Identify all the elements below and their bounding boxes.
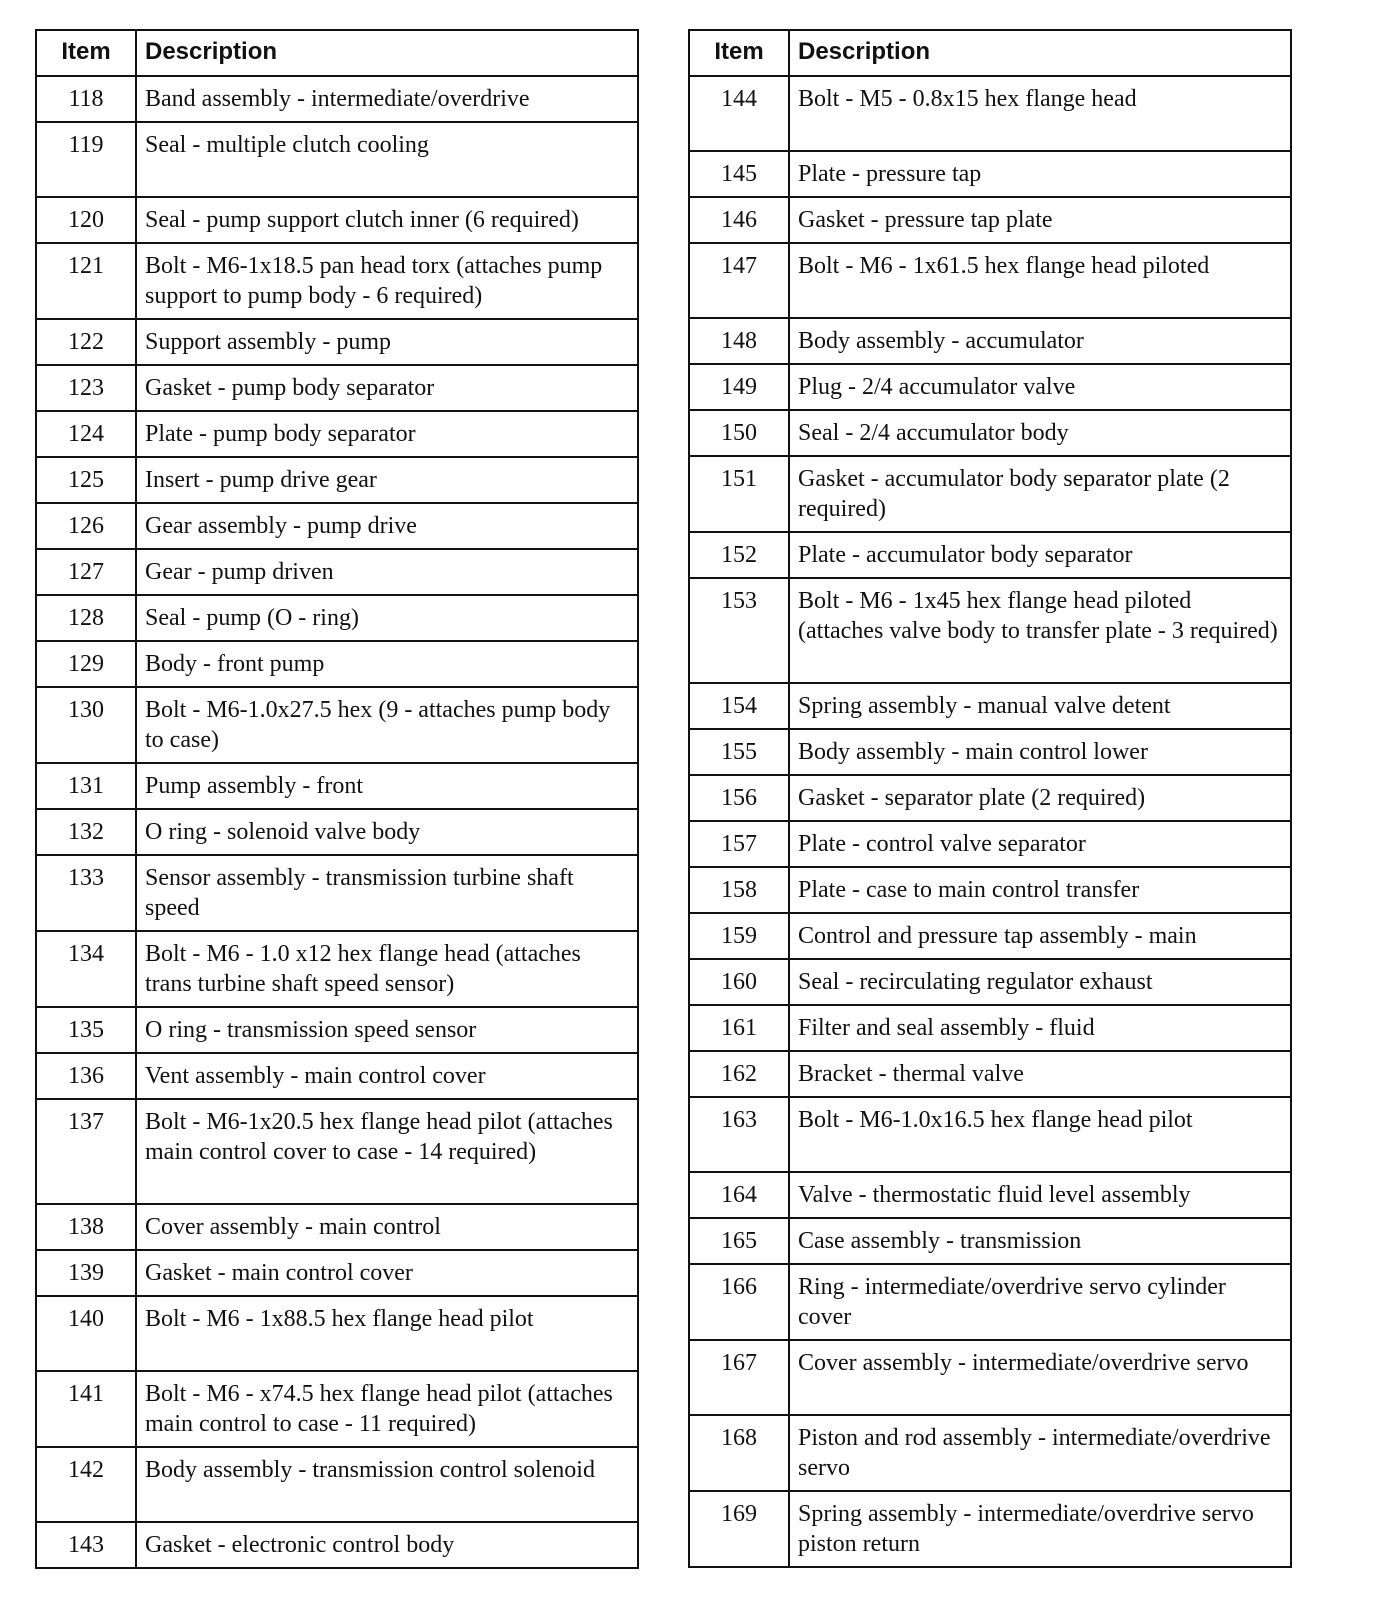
item-number: 136 bbox=[36, 1053, 136, 1099]
item-number: 128 bbox=[36, 595, 136, 641]
table-row bbox=[36, 1053, 638, 1099]
item-number: 125 bbox=[36, 457, 136, 503]
table-row bbox=[36, 411, 638, 457]
item-number: 162 bbox=[689, 1051, 789, 1097]
item-description: Bolt - M6-1x18.5 pan head torx (attaches pump support to pump body - 6 required) bbox=[136, 243, 638, 319]
item-description: Cover assembly - main control bbox=[136, 1204, 638, 1250]
item-description: Bolt - M6-1.0x16.5 hex flange head pilot bbox=[789, 1097, 1291, 1172]
table-row bbox=[36, 1522, 638, 1568]
table-row bbox=[36, 503, 638, 549]
description-column-header: Description bbox=[789, 30, 1291, 76]
table-row bbox=[36, 122, 638, 197]
item-description: Plug - 2/4 accumulator valve bbox=[789, 364, 1291, 410]
table-row bbox=[689, 243, 1291, 318]
item-number: 147 bbox=[689, 243, 789, 318]
table-row bbox=[689, 410, 1291, 456]
table-row bbox=[36, 549, 638, 595]
item-description: Body assembly - transmission control solenoid bbox=[136, 1447, 638, 1522]
table-row bbox=[689, 1051, 1291, 1097]
table-row bbox=[36, 365, 638, 411]
table-row bbox=[36, 687, 638, 763]
table-row bbox=[36, 809, 638, 855]
item-column-header: Item bbox=[36, 30, 136, 76]
item-number: 129 bbox=[36, 641, 136, 687]
table-row bbox=[689, 151, 1291, 197]
item-description: Plate - control valve separator bbox=[789, 821, 1291, 867]
item-number: 161 bbox=[689, 1005, 789, 1051]
item-description: Plate - pressure tap bbox=[789, 151, 1291, 197]
table-row bbox=[689, 775, 1291, 821]
item-number: 148 bbox=[689, 318, 789, 364]
item-description: Seal - recirculating regulator exhaust bbox=[789, 959, 1291, 1005]
item-number: 140 bbox=[36, 1296, 136, 1371]
item-description: Bolt - M6 - 1x45 hex flange head piloted (attaches valve body to transfer plate - 3 required) bbox=[789, 578, 1291, 683]
description-column-header: Description bbox=[136, 30, 638, 76]
item-number: 124 bbox=[36, 411, 136, 457]
item-description: Gasket - accumulator body separator plate (2 required) bbox=[789, 456, 1291, 532]
table-row bbox=[689, 821, 1291, 867]
item-number: 157 bbox=[689, 821, 789, 867]
item-number: 139 bbox=[36, 1250, 136, 1296]
item-description: Gear assembly - pump drive bbox=[136, 503, 638, 549]
table-row bbox=[36, 1250, 638, 1296]
item-number: 135 bbox=[36, 1007, 136, 1053]
item-number: 121 bbox=[36, 243, 136, 319]
left-table-body bbox=[36, 76, 638, 1568]
item-number: 130 bbox=[36, 687, 136, 763]
parts-table-left bbox=[35, 29, 639, 1569]
item-number: 126 bbox=[36, 503, 136, 549]
item-number: 146 bbox=[689, 197, 789, 243]
item-number: 152 bbox=[689, 532, 789, 578]
item-number: 159 bbox=[689, 913, 789, 959]
table-row bbox=[36, 243, 638, 319]
item-column-header: Item bbox=[689, 30, 789, 76]
right-table-body bbox=[689, 76, 1291, 1567]
item-number: 122 bbox=[36, 319, 136, 365]
table-row bbox=[689, 578, 1291, 683]
item-description: O ring - solenoid valve body bbox=[136, 809, 638, 855]
item-number: 131 bbox=[36, 763, 136, 809]
item-description: Piston and rod assembly - intermediate/overdrive servo bbox=[789, 1415, 1291, 1491]
item-description: Body assembly - main control lower bbox=[789, 729, 1291, 775]
item-description: Gear - pump driven bbox=[136, 549, 638, 595]
item-number: 168 bbox=[689, 1415, 789, 1491]
item-description: Bolt - M5 - 0.8x15 hex flange head bbox=[789, 76, 1291, 151]
item-number: 166 bbox=[689, 1264, 789, 1340]
table-row bbox=[36, 763, 638, 809]
item-number: 151 bbox=[689, 456, 789, 532]
item-description: Body assembly - accumulator bbox=[789, 318, 1291, 364]
table-row bbox=[36, 931, 638, 1007]
item-number: 134 bbox=[36, 931, 136, 1007]
item-description: Bolt - M6 - 1x88.5 hex flange head pilot bbox=[136, 1296, 638, 1371]
item-number: 164 bbox=[689, 1172, 789, 1218]
table-row bbox=[36, 641, 638, 687]
item-description: Insert - pump drive gear bbox=[136, 457, 638, 503]
item-description: Seal - pump (O - ring) bbox=[136, 595, 638, 641]
item-description: Bolt - M6-1x20.5 hex flange head pilot (attaches main control cover to case - 14 required) bbox=[136, 1099, 638, 1204]
header-row bbox=[36, 30, 638, 76]
item-number: 133 bbox=[36, 855, 136, 931]
item-number: 163 bbox=[689, 1097, 789, 1172]
table-row bbox=[689, 1491, 1291, 1567]
item-description: Case assembly - transmission bbox=[789, 1218, 1291, 1264]
table-row bbox=[36, 197, 638, 243]
table-row bbox=[689, 1005, 1291, 1051]
table-row bbox=[36, 1099, 638, 1204]
item-number: 156 bbox=[689, 775, 789, 821]
table-row bbox=[689, 318, 1291, 364]
table-row bbox=[36, 1204, 638, 1250]
item-number: 154 bbox=[689, 683, 789, 729]
item-number: 160 bbox=[689, 959, 789, 1005]
item-number: 142 bbox=[36, 1447, 136, 1522]
item-number: 123 bbox=[36, 365, 136, 411]
item-number: 165 bbox=[689, 1218, 789, 1264]
table-row bbox=[689, 1218, 1291, 1264]
item-description: Spring assembly - intermediate/overdrive servo piston return bbox=[789, 1491, 1291, 1567]
table-row bbox=[689, 729, 1291, 775]
table-row bbox=[689, 1415, 1291, 1491]
item-description: Support assembly - pump bbox=[136, 319, 638, 365]
item-description: Gasket - pump body separator bbox=[136, 365, 638, 411]
item-description: Filter and seal assembly - fluid bbox=[789, 1005, 1291, 1051]
item-description: Bolt - M6-1.0x27.5 hex (9 - attaches pump body to case) bbox=[136, 687, 638, 763]
item-description: Bolt - M6 - 1.0 x12 hex flange head (attaches trans turbine shaft speed sensor) bbox=[136, 931, 638, 1007]
item-number: 149 bbox=[689, 364, 789, 410]
item-description: Gasket - electronic control body bbox=[136, 1522, 638, 1568]
item-description: Seal - pump support clutch inner (6 required) bbox=[136, 197, 638, 243]
item-description: Bracket - thermal valve bbox=[789, 1051, 1291, 1097]
item-description: Cover assembly - intermediate/overdrive servo bbox=[789, 1340, 1291, 1415]
item-description: Gasket - separator plate (2 required) bbox=[789, 775, 1291, 821]
item-number: 137 bbox=[36, 1099, 136, 1204]
item-description: Spring assembly - manual valve detent bbox=[789, 683, 1291, 729]
item-number: 138 bbox=[36, 1204, 136, 1250]
table-row bbox=[689, 867, 1291, 913]
table-row bbox=[689, 197, 1291, 243]
table-row bbox=[689, 683, 1291, 729]
table-row bbox=[36, 595, 638, 641]
item-description: Seal - 2/4 accumulator body bbox=[789, 410, 1291, 456]
table-row bbox=[689, 1097, 1291, 1172]
item-number: 150 bbox=[689, 410, 789, 456]
item-description: Ring - intermediate/overdrive servo cylinder cover bbox=[789, 1264, 1291, 1340]
header-row bbox=[689, 30, 1291, 76]
item-number: 143 bbox=[36, 1522, 136, 1568]
table-row bbox=[36, 1447, 638, 1522]
table-row bbox=[689, 456, 1291, 532]
item-number: 144 bbox=[689, 76, 789, 151]
item-description: Bolt - M6 - 1x61.5 hex flange head piloted bbox=[789, 243, 1291, 318]
parts-table-right bbox=[688, 29, 1292, 1568]
table-row bbox=[689, 76, 1291, 151]
item-number: 158 bbox=[689, 867, 789, 913]
table-row bbox=[689, 364, 1291, 410]
item-number: 145 bbox=[689, 151, 789, 197]
item-number: 169 bbox=[689, 1491, 789, 1567]
table-row bbox=[689, 532, 1291, 578]
item-description: Bolt - M6 - x74.5 hex flange head pilot (attaches main control to case - 11 required) bbox=[136, 1371, 638, 1447]
item-number: 153 bbox=[689, 578, 789, 683]
item-number: 119 bbox=[36, 122, 136, 197]
table-row bbox=[36, 855, 638, 931]
table-row bbox=[36, 457, 638, 503]
item-description: Body - front pump bbox=[136, 641, 638, 687]
item-description: O ring - transmission speed sensor bbox=[136, 1007, 638, 1053]
item-description: Plate - case to main control transfer bbox=[789, 867, 1291, 913]
item-number: 120 bbox=[36, 197, 136, 243]
item-number: 167 bbox=[689, 1340, 789, 1415]
table-row bbox=[36, 1296, 638, 1371]
table-row bbox=[36, 76, 638, 122]
item-description: Sensor assembly - transmission turbine shaft speed bbox=[136, 855, 638, 931]
table-row bbox=[689, 1264, 1291, 1340]
item-description: Pump assembly - front bbox=[136, 763, 638, 809]
item-description: Plate - accumulator body separator bbox=[789, 532, 1291, 578]
item-description: Vent assembly - main control cover bbox=[136, 1053, 638, 1099]
table-row bbox=[36, 1007, 638, 1053]
item-number: 118 bbox=[36, 76, 136, 122]
item-description: Gasket - main control cover bbox=[136, 1250, 638, 1296]
item-number: 132 bbox=[36, 809, 136, 855]
table-row bbox=[689, 1172, 1291, 1218]
table-row bbox=[689, 913, 1291, 959]
item-description: Valve - thermostatic fluid level assembly bbox=[789, 1172, 1291, 1218]
table-row bbox=[689, 959, 1291, 1005]
item-number: 141 bbox=[36, 1371, 136, 1447]
item-number: 127 bbox=[36, 549, 136, 595]
table-row bbox=[36, 319, 638, 365]
item-description: Plate - pump body separator bbox=[136, 411, 638, 457]
item-description: Control and pressure tap assembly - main bbox=[789, 913, 1291, 959]
item-description: Band assembly - intermediate/overdrive bbox=[136, 76, 638, 122]
table-row bbox=[689, 1340, 1291, 1415]
item-description: Seal - multiple clutch cooling bbox=[136, 122, 638, 197]
table-row bbox=[36, 1371, 638, 1447]
item-description: Gasket - pressure tap plate bbox=[789, 197, 1291, 243]
item-number: 155 bbox=[689, 729, 789, 775]
